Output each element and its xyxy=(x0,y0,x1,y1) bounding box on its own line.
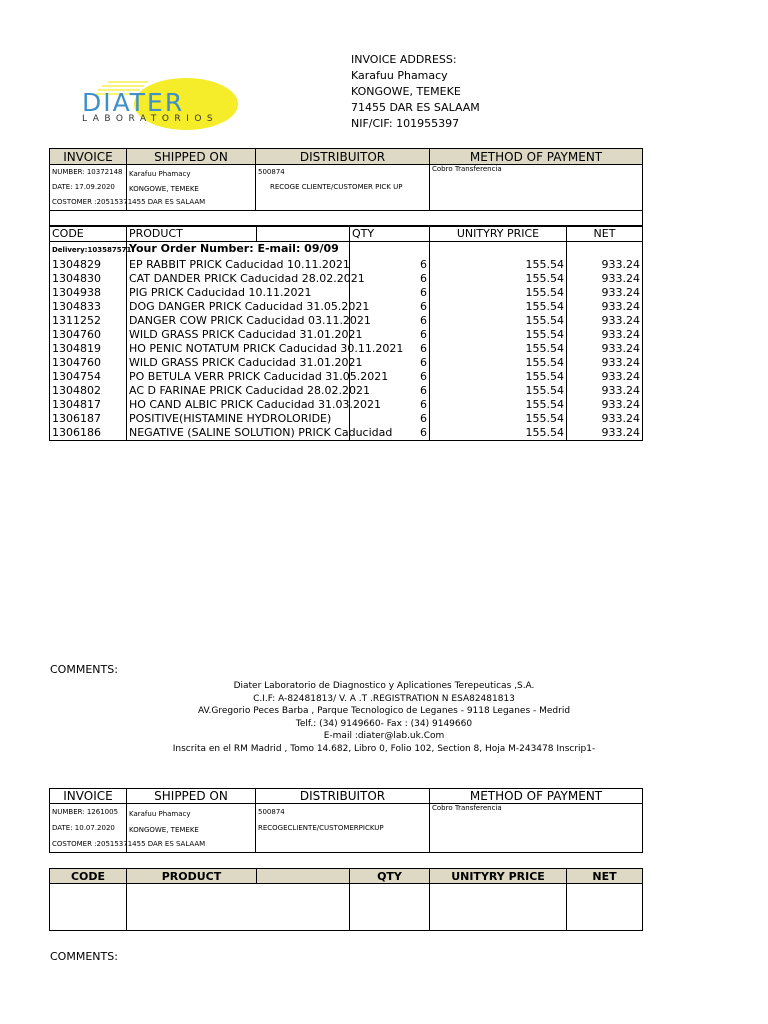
row-net: 933.24 xyxy=(567,398,643,412)
col-invoice: INVOICE xyxy=(50,149,127,165)
invoice-header-table-2 xyxy=(49,788,643,853)
comments-label-2: COMMENTS: xyxy=(50,950,118,963)
pickup-text: RECOGE CLIENTE/CUSTOMER PICK UP xyxy=(270,183,403,191)
row-code: 1304938 xyxy=(50,286,127,300)
row-code: 1304833 xyxy=(50,300,127,314)
row-net: 933.24 xyxy=(567,370,643,384)
row-price: 155.54 xyxy=(430,300,567,314)
row-product: EP RABBIT PRICK Caducidad 10.11.2021 xyxy=(127,258,350,272)
invoice-address-street: KONGOWE, TEMEKE xyxy=(351,85,461,98)
table-row xyxy=(50,328,643,342)
row-product: DANGER COW PRICK Caducidad 03.11.2021 xyxy=(127,314,350,328)
footer-cif: C.I.F: A-82481813/ V. A .T .REGISTRATION N ESA82481813 xyxy=(253,693,515,704)
items-body xyxy=(50,258,643,441)
footer-company: Diater Laboratorio de Diagnostico y Aplicationes Terepeuticas ,S.A. xyxy=(233,681,535,691)
logo-brand: DIATER xyxy=(82,88,185,117)
col-payment: METHOD OF PAYMENT xyxy=(430,789,643,804)
empty-cell xyxy=(430,884,567,931)
col-net: NET xyxy=(567,869,643,884)
row-product: CAT DANDER PRICK Caducidad 28.02.2021 xyxy=(127,272,350,286)
footer-registry: Inscrita en el RM Madrid , Tomo 14.682, Libro 0, Folio 102, Section 8, Hoja M-243478 Inscrip1- xyxy=(172,743,596,754)
row-product: DOG DANGER PRICK Caducidad 31.05.2021 xyxy=(127,300,350,314)
empty-cell xyxy=(350,242,430,258)
payment-method: Cobro Transferencia xyxy=(432,804,502,812)
distributor-cell xyxy=(256,804,430,853)
payment-cell xyxy=(430,804,643,853)
col-qty: QTY xyxy=(350,227,430,242)
row-net: 933.24 xyxy=(567,272,643,286)
col-blank xyxy=(257,227,350,242)
ship-name: Karafuu Phamacy xyxy=(129,170,191,178)
empty-cell xyxy=(127,884,350,931)
row-net: 933.24 xyxy=(567,328,643,342)
footer-address: AV.Gregorio Peces Barba , Parque Tecnologico de Leganes - 9118 Leganes - Medrid xyxy=(197,706,571,716)
invoice-customer: COSTOMER :20515371455 DAR ES SALAAM xyxy=(52,198,206,206)
invoice-address-nif: NIF/CIF: 101955397 xyxy=(351,117,460,130)
col-code: CODE xyxy=(50,227,127,242)
col-distributor: DISTRIBUITOR xyxy=(256,789,430,804)
row-net: 933.24 xyxy=(567,300,643,314)
distributor-code: 500874 xyxy=(258,168,285,176)
row-price: 155.54 xyxy=(430,342,567,356)
invoice-address-name: Karafuu Phamacy xyxy=(351,69,448,82)
row-net: 933.24 xyxy=(567,314,643,328)
row-price: 155.54 xyxy=(430,328,567,342)
row-code: 1311252 xyxy=(50,314,127,328)
row-code: 1304754 xyxy=(50,370,127,384)
company-footer xyxy=(0,680,768,755)
invoice-date: DATE: 17.09.2020 xyxy=(52,183,115,191)
col-product: PRODUCT xyxy=(127,227,257,242)
pickup-text: RECOGECLIENTE/CUSTOMERPICKUP xyxy=(258,824,384,832)
items-table-2 xyxy=(49,868,643,931)
table-row xyxy=(50,426,643,441)
row-qty: 6 xyxy=(350,356,430,370)
invoice-address-city: 71455 DAR ES SALAAM xyxy=(351,101,480,114)
row-qty: 6 xyxy=(350,398,430,412)
col-distributor: DISTRIBUITOR xyxy=(256,149,430,165)
row-qty: 6 xyxy=(350,426,430,441)
row-net: 933.24 xyxy=(567,412,643,426)
row-product: NEGATIVE (SALINE SOLUTION) PRICK Caducidad xyxy=(127,426,350,441)
row-qty: 6 xyxy=(350,300,430,314)
row-code: 1304830 xyxy=(50,272,127,286)
empty-cell xyxy=(567,242,643,258)
row-price: 155.54 xyxy=(430,356,567,370)
invoice-number: NUMBER: 1261005 xyxy=(52,808,119,816)
table-row xyxy=(50,258,643,272)
distributor-code: 500874 xyxy=(258,808,285,816)
row-price: 155.54 xyxy=(430,314,567,328)
row-product: POSITIVE(HISTAMINE HYDROLORIDE) xyxy=(127,412,350,426)
row-qty: 6 xyxy=(350,342,430,356)
items-table xyxy=(49,226,643,441)
row-product: AC D FARINAE PRICK Caducidad 28.02.2021 xyxy=(127,384,350,398)
footer-phone: Telf.: (34) 9149660- Fax : (34) 9149660 xyxy=(295,718,473,729)
row-product: WILD GRASS PRICK Caducidad 31.01.2021 xyxy=(127,356,350,370)
distributor-cell xyxy=(256,165,430,211)
empty-cell xyxy=(430,242,567,258)
row-price: 155.54 xyxy=(430,286,567,300)
col-net: NET xyxy=(567,227,643,242)
row-code: 1306187 xyxy=(50,412,127,426)
invoice-number: NUMBER: 10372148 xyxy=(52,168,123,176)
row-qty: 6 xyxy=(350,314,430,328)
row-product: HO CAND ALBIC PRICK Caducidad 31.03.2021 xyxy=(127,398,350,412)
invoice-date: DATE: 10.07.2020 xyxy=(52,824,115,832)
row-price: 155.54 xyxy=(430,370,567,384)
row-product: PO BETULA VERR PRICK Caducidad 31.05.2021 xyxy=(127,370,350,384)
row-code: 1304817 xyxy=(50,398,127,412)
row-qty: 6 xyxy=(350,370,430,384)
row-product: HO PENIC NOTATUM PRICK Caducidad 30.11.2021 xyxy=(127,342,350,356)
row-product: WILD GRASS PRICK Caducidad 31.01.2021 xyxy=(127,328,350,342)
col-invoice: INVOICE xyxy=(50,789,127,804)
row-net: 933.24 xyxy=(567,384,643,398)
row-qty: 6 xyxy=(350,286,430,300)
row-price: 155.54 xyxy=(430,398,567,412)
row-qty: 6 xyxy=(350,384,430,398)
table-row xyxy=(50,384,643,398)
row-code: 1306186 xyxy=(50,426,127,441)
row-net: 933.24 xyxy=(567,258,643,272)
col-code: CODE xyxy=(50,869,127,884)
row-price: 155.54 xyxy=(430,426,567,441)
row-qty: 6 xyxy=(350,412,430,426)
row-net: 933.24 xyxy=(567,342,643,356)
table-row xyxy=(50,300,643,314)
col-blank xyxy=(257,869,350,884)
invoice-customer: COSTOMER :20515371455 DAR ES SALAAM xyxy=(52,840,206,848)
col-qty: QTY xyxy=(350,869,430,884)
col-shipped-on: SHIPPED ON xyxy=(127,789,256,804)
footer-email: E-mail :diater@lab.uk.Com xyxy=(323,731,445,741)
invoice-address-heading: INVOICE ADDRESS: xyxy=(351,53,457,66)
row-code: 1304819 xyxy=(50,342,127,356)
row-qty: 6 xyxy=(350,328,430,342)
table-row xyxy=(50,398,643,412)
row-price: 155.54 xyxy=(430,258,567,272)
row-product: PIG PRICK Caducidad 10.11.2021 xyxy=(127,286,350,300)
col-unit-price: UNITYRY PRICE xyxy=(430,869,567,884)
table-row xyxy=(50,286,643,300)
row-net: 933.24 xyxy=(567,426,643,441)
row-price: 155.54 xyxy=(430,412,567,426)
col-shipped-on: SHIPPED ON xyxy=(127,149,256,165)
table-row xyxy=(50,314,643,328)
order-number: Your Order Number: E-mail: 09/09 xyxy=(127,242,350,258)
row-qty: 6 xyxy=(350,258,430,272)
col-unit-price: UNITYRY PRICE xyxy=(430,227,567,242)
invoice-address xyxy=(351,52,480,132)
row-code: 1304760 xyxy=(50,356,127,370)
row-net: 933.24 xyxy=(567,286,643,300)
row-net: 933.24 xyxy=(567,356,643,370)
logo-subtitle: LABORATORIOS xyxy=(82,114,219,124)
table-row xyxy=(50,342,643,356)
table-row xyxy=(50,356,643,370)
row-code: 1304802 xyxy=(50,384,127,398)
empty-cell xyxy=(567,884,643,931)
row-price: 155.54 xyxy=(430,272,567,286)
row-code: 1304829 xyxy=(50,258,127,272)
empty-cell xyxy=(50,884,127,931)
payment-cell xyxy=(430,165,643,211)
row-code: 1304760 xyxy=(50,328,127,342)
comments-label: COMMENTS: xyxy=(50,663,118,676)
ship-street: KONGOWE, TEMEKE xyxy=(129,826,199,834)
col-product: PRODUCT xyxy=(127,869,257,884)
empty-cell xyxy=(350,884,430,931)
col-payment: METHOD OF PAYMENT xyxy=(430,149,643,165)
table-row xyxy=(50,370,643,384)
ship-name: Karafuu Phamacy xyxy=(129,810,191,818)
ship-street: KONGOWE, TEMEKE xyxy=(129,185,199,193)
table-row xyxy=(50,272,643,286)
invoice-header-table xyxy=(49,148,643,211)
payment-method: Cobro Transferencia xyxy=(432,165,502,173)
table-row xyxy=(50,412,643,426)
delivery-number: Delivery:103587571 xyxy=(50,242,127,258)
row-price: 155.54 xyxy=(430,384,567,398)
spacer-row xyxy=(49,210,643,226)
row-qty: 6 xyxy=(350,272,430,286)
